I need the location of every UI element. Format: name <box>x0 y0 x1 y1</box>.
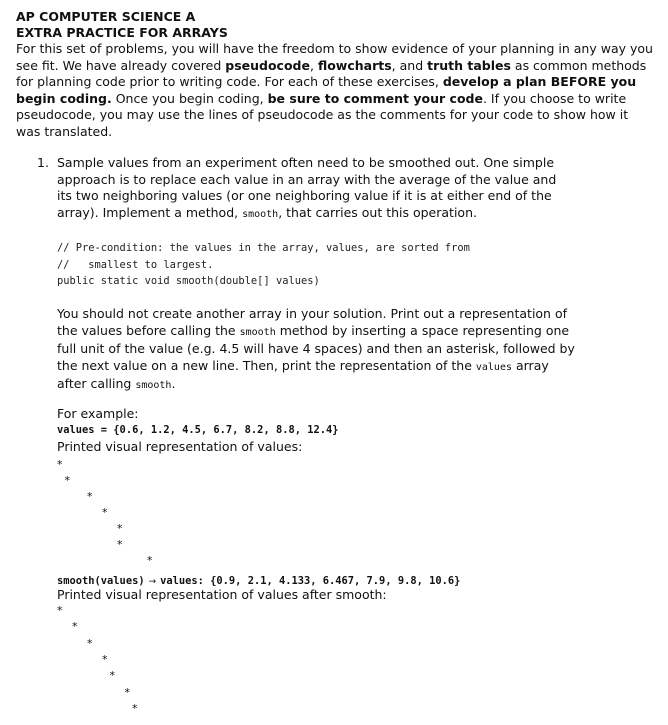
instructions-text: array after calling <box>57 357 549 392</box>
smooth-call-line <box>57 572 460 587</box>
smooth-call: smooth(values) <box>57 575 145 587</box>
code-line: // smallest to largest. <box>57 258 214 271</box>
inline-code-smooth: smooth <box>239 326 276 338</box>
problem-number: 1. <box>37 155 49 170</box>
value-asterisk: * <box>87 636 93 650</box>
arrow-icon: → <box>148 577 157 587</box>
values-declaration: values = {0.6, 1.2, 4.5, 6.7, 8.2, 8.8, 12.4} <box>57 424 339 436</box>
value-asterisk: * <box>87 490 93 503</box>
intro-bold-flowcharts: flowcharts <box>317 57 392 73</box>
code-line: // Pre-condition: the values in the array, values, are sorted from <box>57 242 470 254</box>
value-asterisk: * <box>102 506 108 519</box>
smooth-result: values: {0.9, 2.1, 4.133, 6.467, 7.9, 9.8, 10.6} <box>160 575 461 587</box>
intro-bold-pseudocode: pseudocode <box>225 57 310 73</box>
intro-text: , and <box>391 57 428 73</box>
instructions-text: . <box>171 376 176 392</box>
value-asterisk: * <box>132 701 138 715</box>
intro-paragraph <box>16 41 656 141</box>
intro-text: . If you choose to write pseudocode, you may use the lines of pseudocode as the comments for your code to show how it was translated. <box>16 90 629 139</box>
intro-text: For this set of problems, you will have the freedom to show evidence of your planning in any way you see fit. We have already covered <box>16 41 653 73</box>
value-asterisk: * <box>124 685 130 699</box>
instructions-paragraph <box>57 306 577 395</box>
value-asterisk: * <box>57 604 63 617</box>
intro-text: , <box>309 57 318 73</box>
intro-text: as common methods for planning code prior to writing code. For each of these exercises, <box>16 57 647 90</box>
value-asterisk: * <box>57 458 63 471</box>
inline-code-smooth: smooth <box>135 380 172 392</box>
problem-text: , that carries out this operation. <box>278 204 477 220</box>
inline-code-smooth: smooth <box>242 208 279 220</box>
value-asterisk: * <box>102 652 108 666</box>
instructions-text: You should not create another array in your solution. Print out a representation of the values before calling the <box>57 306 568 338</box>
printed-label-before: Printed visual representation of values: <box>57 439 303 454</box>
instructions-text: method by inserting a space representing one full unit of the value (e.g. 4.5 will have 4 spaces) and then an asterisk, followed by the next value on a new line. Then, print the representation of the <box>57 322 575 373</box>
value-asterisk: * <box>147 554 153 567</box>
code-block <box>57 240 470 290</box>
code-line: public static void smooth(double[] values) <box>57 275 320 287</box>
intro-bold-develop-plan: develop a plan BEFORE you begin coding. <box>16 74 637 106</box>
printed-label-after: Printed visual representation of values after smooth: <box>57 587 387 602</box>
value-asterisk: * <box>117 538 123 551</box>
example-label: For example: <box>57 406 139 421</box>
intro-bold-truth-tables: truth tables <box>427 57 511 73</box>
value-asterisk: * <box>109 669 115 683</box>
problem-text: Sample values from an experiment often need to be smoothed out. One simple approach is to replace each value in an array with the average of the value and its two neighboring values (or one neighboring value if it is at either end of the array). Implement a method, <box>57 155 557 220</box>
intro-text: Once you begin coding, <box>111 90 268 106</box>
value-asterisk: * <box>64 474 70 487</box>
inline-code-values: values <box>475 361 512 373</box>
document-subtitle: EXTRA PRACTICE FOR ARRAYS <box>16 25 228 40</box>
value-asterisk: * <box>117 522 123 535</box>
value-asterisk: * <box>72 620 78 634</box>
problem-description <box>57 155 567 223</box>
document-title: AP COMPUTER SCIENCE A <box>16 9 196 24</box>
intro-bold-comment-code: be sure to comment your code <box>267 90 483 106</box>
